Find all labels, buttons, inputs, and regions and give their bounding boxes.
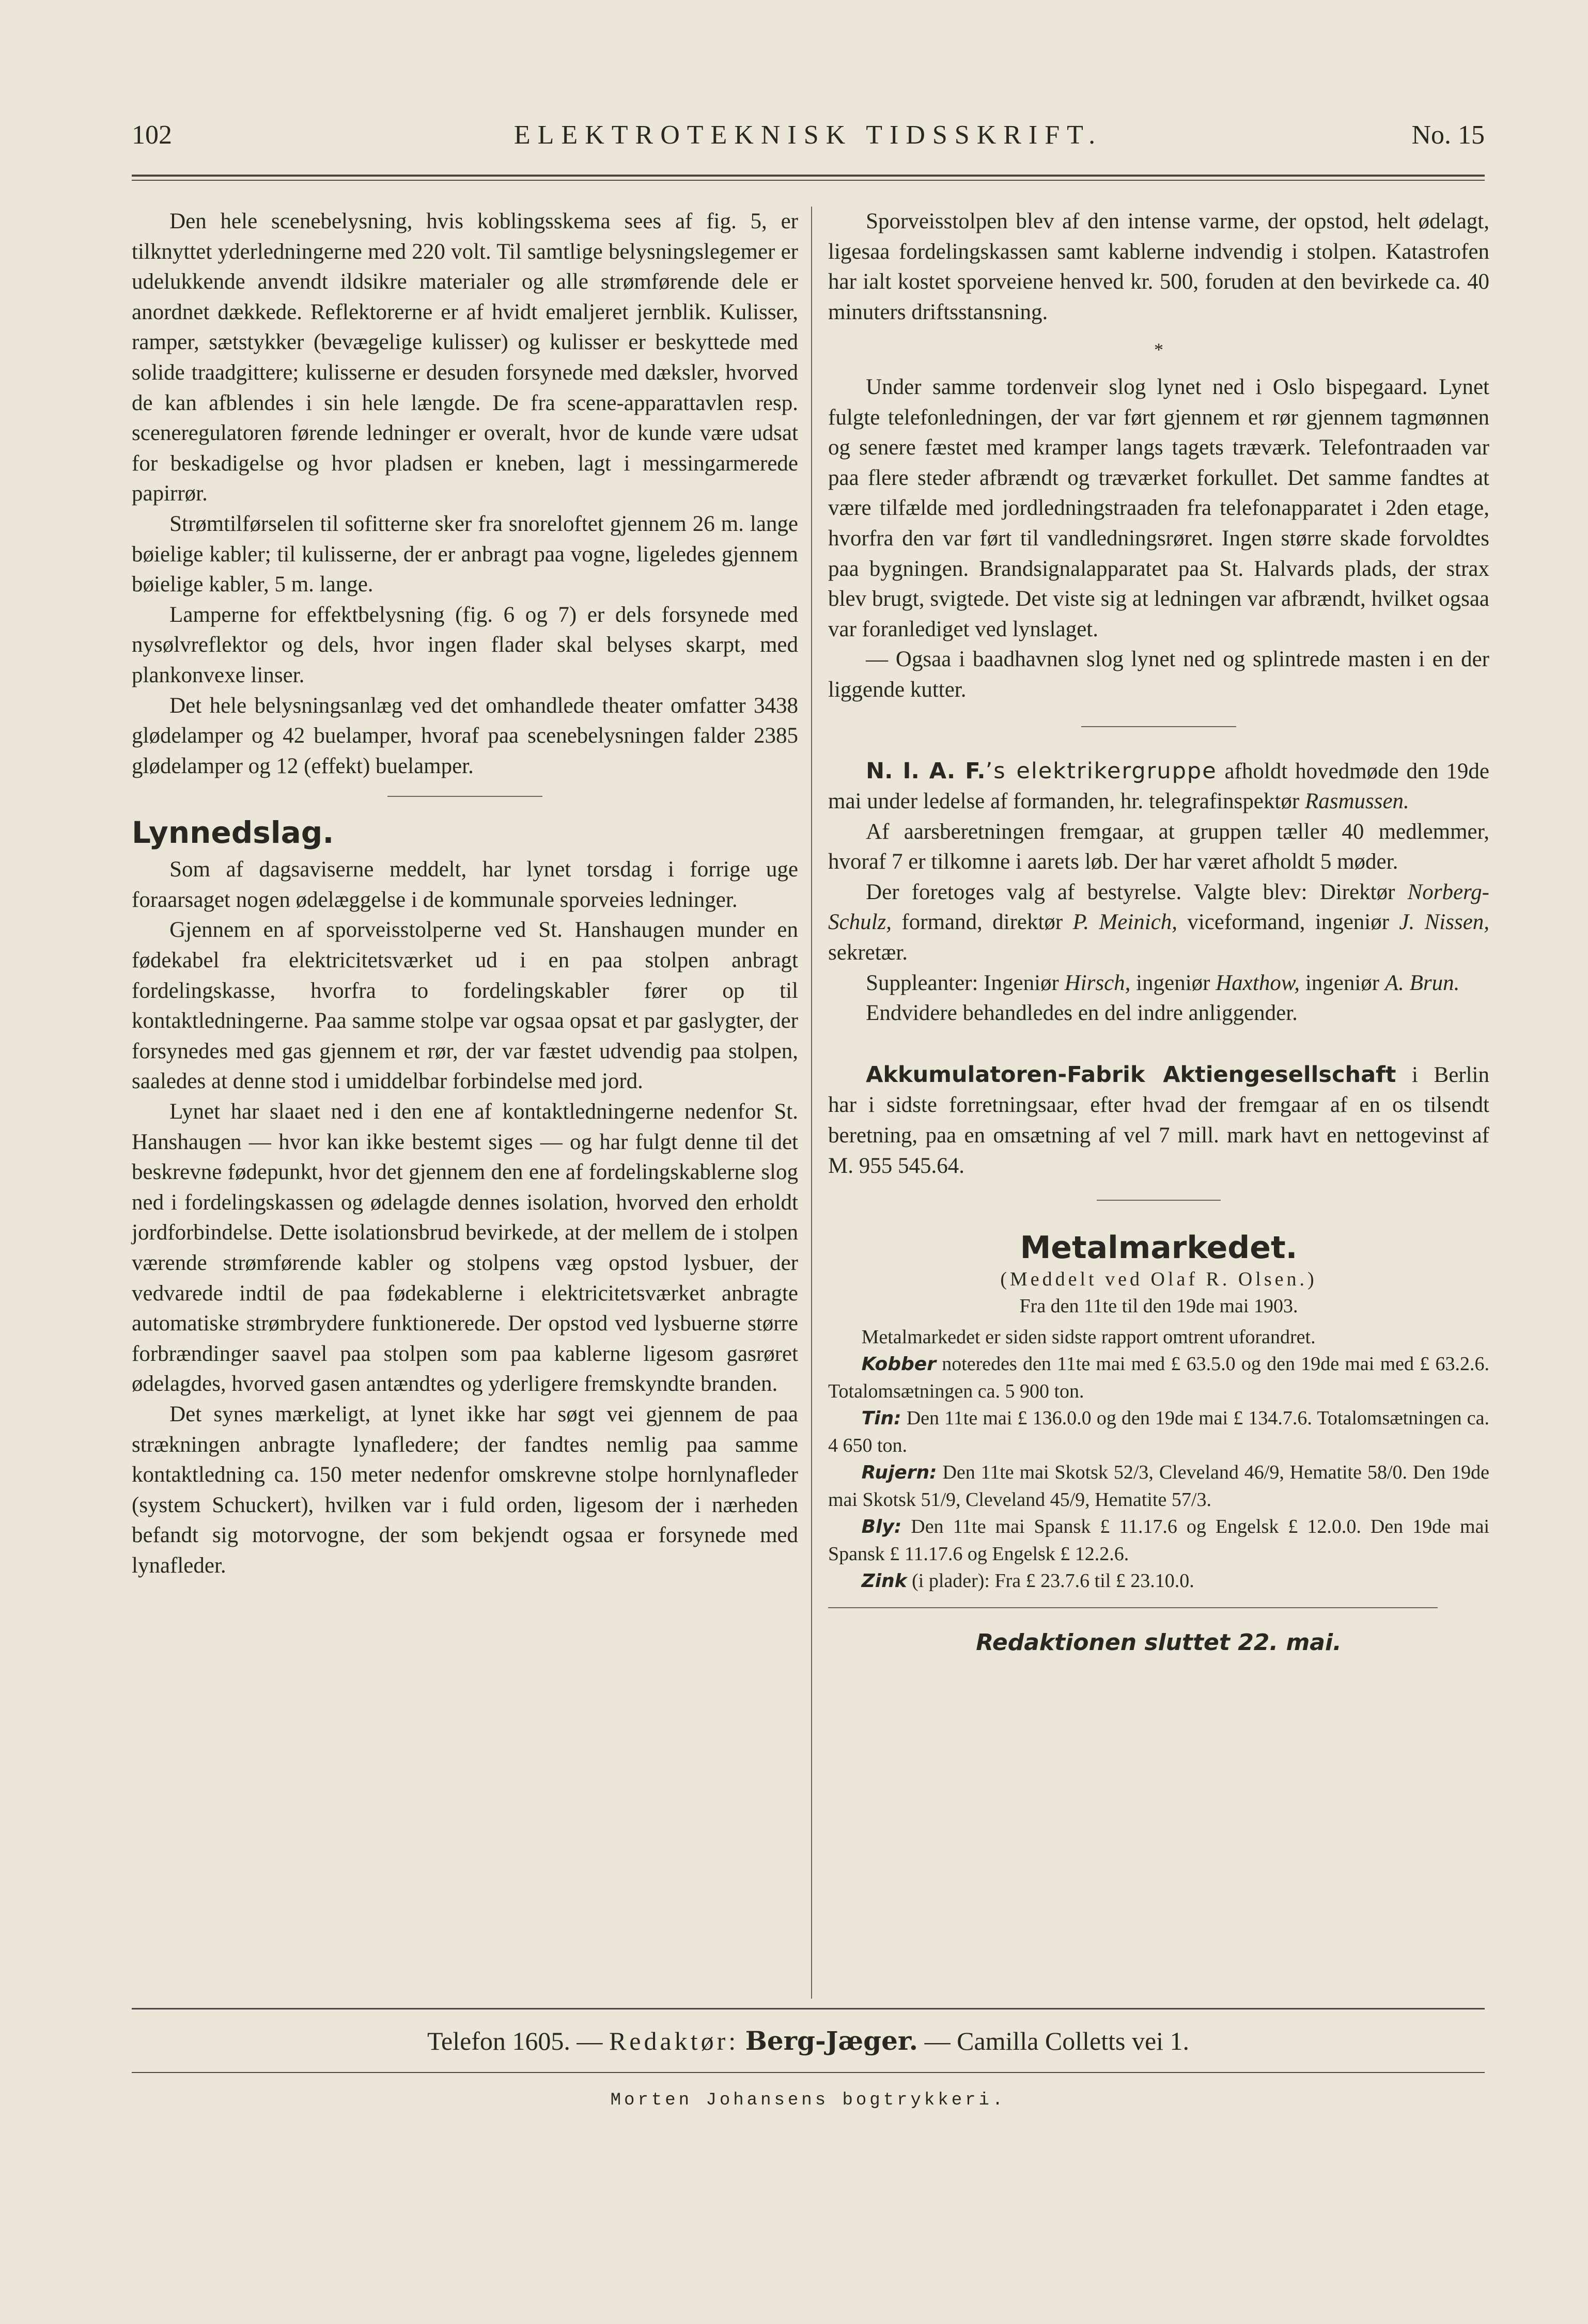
section-divider [1081,726,1236,727]
closing-note: Redaktionen sluttet 22. mai. [976,1629,1342,1656]
closing-rule [828,1607,1438,1608]
section-divider [1097,1200,1221,1201]
footer-address: — Camilla Colletts vei 1. [924,2027,1190,2055]
nia-name: N. I. A. F. [866,758,986,784]
nia-paragraph: Af aarsberetningen fremgaar, at gruppen tæller 40 medlemmer, hvoraf 7 er tilkomne i aarets løb. Der har været afholdt 5 møder. [828,819,1489,874]
chair-name: Rasmussen. [1304,789,1409,814]
lynnedslag-paragraph: Som af dagsaviserne meddelt, har lynet torsdag i forrige uge foraarsaget nogen ødelæggelse i de kommunale sporveies ledninger. [132,857,798,912]
footer-redaktor-name: Berg-Jæger. [745,2025,918,2056]
nia-paragraph: Der foretoges valg af bestyrelse. Valgte blev: Direktør Norberg-Schulz, formand, direktør P. Meinich, viceformand, ingeniør J. Nissen, sekretær. [828,880,1490,965]
zink-label: Zink [861,1571,907,1592]
header-rule [132,175,1485,177]
footer-line [132,2025,1485,2056]
page-header [132,120,1485,156]
lynnedslag-paragraph: Lynet har slaaet ned i den ene af kontaktledningerne nedenfor St. Hanshaugen — hvor kan ikke bestemt siges — og har fulgt denne til det beskrevne fødepunkt, hvor det gjennem den ene af fordelingskablerne slog ned i fordelingskassen og ødelagde dennes isolation, hvorved den erholdt jordforbindelse. Dette isolationsbrud bevirkede, at der mellem de i stolpen værende strømførende kabler og stolpens væg opstod lysbuer, der vedvarede indtil de paa fødekablerne i elektricitetsværket anbragte automatiske strømbrydere funktionerede. Der opstod ved lysbuerne større forbrændinger saavel paa stolpen som paa kablerne ligesom gasrøret ødelagdes, hvorved gasen antændtes og yderligere fremskyndte branden. [132,1100,798,1396]
bly-entry: Bly: Den 11te mai Spansk £ 11.17.6 og Engelsk £ 12.0.0. Den 19de mai Spansk £ 11.17.6 og Engelsk £ 12.2.6. [828,1516,1489,1565]
metal-byline: (Meddelt ved Olaf R. Olsen.) [1000,1268,1317,1291]
issue-number: No. 15 [1411,120,1485,150]
tin-label: Tin: [861,1408,901,1430]
asterisk-divider: * [1154,339,1163,360]
footer-telefon: Telefon 1605. — [427,2027,603,2055]
scene-paragraph: Lamperne for effektbelysning (fig. 6 og 7) er dels forsynede med nysølvreflektor og dels, hvor ingen flader skal belyses skarpt, med plankonvexe linser. [132,602,798,687]
scene-paragraph: Den hele scenebelysning, hvis koblingsskema sees af fig. 5, er tilknyttet yderledningerne med 220 volt. Til samtlige belysningslegemer er udelukkende anvendt ildsikre materialer og alle strømførende dele er anordnet dækkede. Reflektorerne er af hvidt emaljeret jernblik. Kulisser, ramper, sætstykker (bevægelige kulisser) og kulisser er beskyttede med solide traadgittere; kulisserne er desuden forsynede med dæksler, hvorved de kan afblendes i sin hele længde. De fra scene-apparattavlen resp. sceneregulatoren førende ledninger er overalt, hvor de kunde være udsat for beskadigelse og hvor pladsen er kneben, lagt i messingarmerede papirrør. [132,209,798,506]
printer-imprint: Morten Johansens bogtrykkeri. [610,2091,1006,2110]
bly-label: Bly: [861,1516,902,1538]
left-column [132,207,798,1581]
footer-bottom-rule [132,2072,1485,2073]
column-divider [811,207,812,1999]
scene-paragraph: Det hele belysningsanlæg ved det omhandlede theater omfatter 3438 glødelamper og 42 buelamper, hvoraf paa scenebelysningen falder 2385 glødelamper og 12 (effekt) buelamper. [132,693,798,778]
footer-redaktor-label: Redaktør: [609,2027,739,2055]
nia-group: ’s elektrikergruppe [985,758,1217,784]
lynnedslag-paragraph: Gjennem en af sporveisstolperne ved St. Hanshaugen munder en fødekabel fra elektricitetsværket ud i en paa stolpen anbragt fordelingskasse, hvorfra to fordelingskabler fører op til kontaktledningerne. Paa samme stolpe var ogsaa opsat et par gaslygter, der forsynedes med gas gjennem et rør, der var fæstet udvendig paa stolpen, saaledes at denne stod i umiddelbar forbindelse med jord. [132,918,798,1094]
kobber-label: Kobber [861,1354,936,1375]
lynnedslag-paragraph: Det synes mærkeligt, at lynet ikke har søgt vei gjennem de paa strækningen anbragte lynafledere; der fandtes nemlig paa samme kontaktledning ca. 150 meter nedenfor omskrevne stolpe hornlynafleder (system Schuckert), hvilken var i fuld orden, ligesom der i nærheden befandt sig motorvogne, der som bekjendt ogsaa er forsynede med lynafleder. [132,1402,798,1578]
zink-entry: Zink (i plader): Fra £ 23.7.6 til £ 23.10.0. [861,1570,1194,1592]
metal-heading: Metalmarkedet. [1020,1230,1298,1266]
rujern-label: Rujern: [861,1462,937,1484]
oslo-paragraph: Under samme tordenveir slog lynet ned i Oslo bispegaard. Lynet fulgte telefonledningen, der var ført gjennem et rør gjennem tagmønnen og senere fæstet med kramper langs tagets træværk. Telefontraaden var paa flere steder afbrændt og træværket forkullet. Det samme fandtes at være tilfælde med jordledningstraaden fra telefonapparatet i 2den etage, hvorfra den var ført til vandledningsrøret. Ingen større skade forvoldtes paa bygningen. Brandsignalapparatet paa St. Halvards plads, der strax blev brugt, svigtede. Det viste sig at ledningen var afbrændt, hvilket ogsaa var foranlediget ved lynslaget. [828,374,1489,641]
baadhavnen-paragraph: — Ogsaa i baadhavnen slog lynet ned og splintrede masten i en der liggende kutter. [828,647,1489,702]
right-column [828,207,1489,1658]
scene-paragraph: Strømtilførselen til sofitterne sker fra snoreloftet gjennem 26 m. lange bøielige kabler; til kulisserne, der er anbragt paa vogne, ligeledes gjennem bøielige kabler, 5 m. lange. [132,511,798,597]
akku-paragraph: Akkumulatoren-Fabrik Aktiengesellschaft i Berlin har i sidste forretningsaar, efter hvad der fremgaar af en os tilsendt beretning, paa en omsætning af vel 7 mill. mark havt en nettogevinst af M. 955 545.64. [828,1061,1489,1178]
tin-entry: Tin: Den 11te mai £ 136.0.0 og den 19de mai £ 134.7.6. Totalomsætningen ca. 4 650 ton. [828,1407,1489,1457]
section-divider [387,796,542,797]
nia-paragraph: N. I. A. F.’s elektrikergruppe afholdt hovedmøde den 19de mai under ledelse af formanden, hr. telegrafinspektør Rasmussen. [828,758,1489,814]
metal-dates: Fra den 11te til den 19de mai 1903. [1019,1295,1298,1317]
kobber-entry: Kobber noteredes den 11te mai med £ 63.5.0 og den 19de mai med £ 63.2.6. Totalomsætningen ca. 5 900 ton. [828,1353,1489,1403]
journal-title: ELEKTROTEKNISK TIDSSKRIFT. [513,120,1103,150]
rujern-entry: Rujern: Den 11te mai Skotsk 52/3, Cleveland 46/9, Hematite 58/0. Den 19de mai Skotsk 51/9, Cleveland 45/9, Hematite 57/3. [828,1462,1490,1511]
page-number: 102 [132,120,172,150]
metal-intro: Metalmarkedet er siden sidste rapport omtrent uforandret. [861,1326,1316,1348]
footer-top-rule [132,2008,1485,2009]
nia-paragraph: Endvidere behandledes en del indre anliggender. [866,1001,1298,1026]
akku-name: Akkumulatoren-Fabrik Aktiengesellschaft [866,1061,1396,1088]
sporveis-paragraph: Sporveisstolpen blev af den intense varme, der opstod, helt ødelagt, ligesaa fordelingskassen samt kablerne indvendig i stolpen. Katastrofen har ialt kostet sporveiene henved kr. 500, foruden at den bevirkede ca. 40 minuters driftsstansning. [828,209,1489,324]
lynnedslag-heading: Lynnedslag. [132,815,334,851]
nia-paragraph: Suppleanter: Ingeniør Hirsch, ingeniør Haxthow, ingeniør A. Brun. [866,970,1460,995]
